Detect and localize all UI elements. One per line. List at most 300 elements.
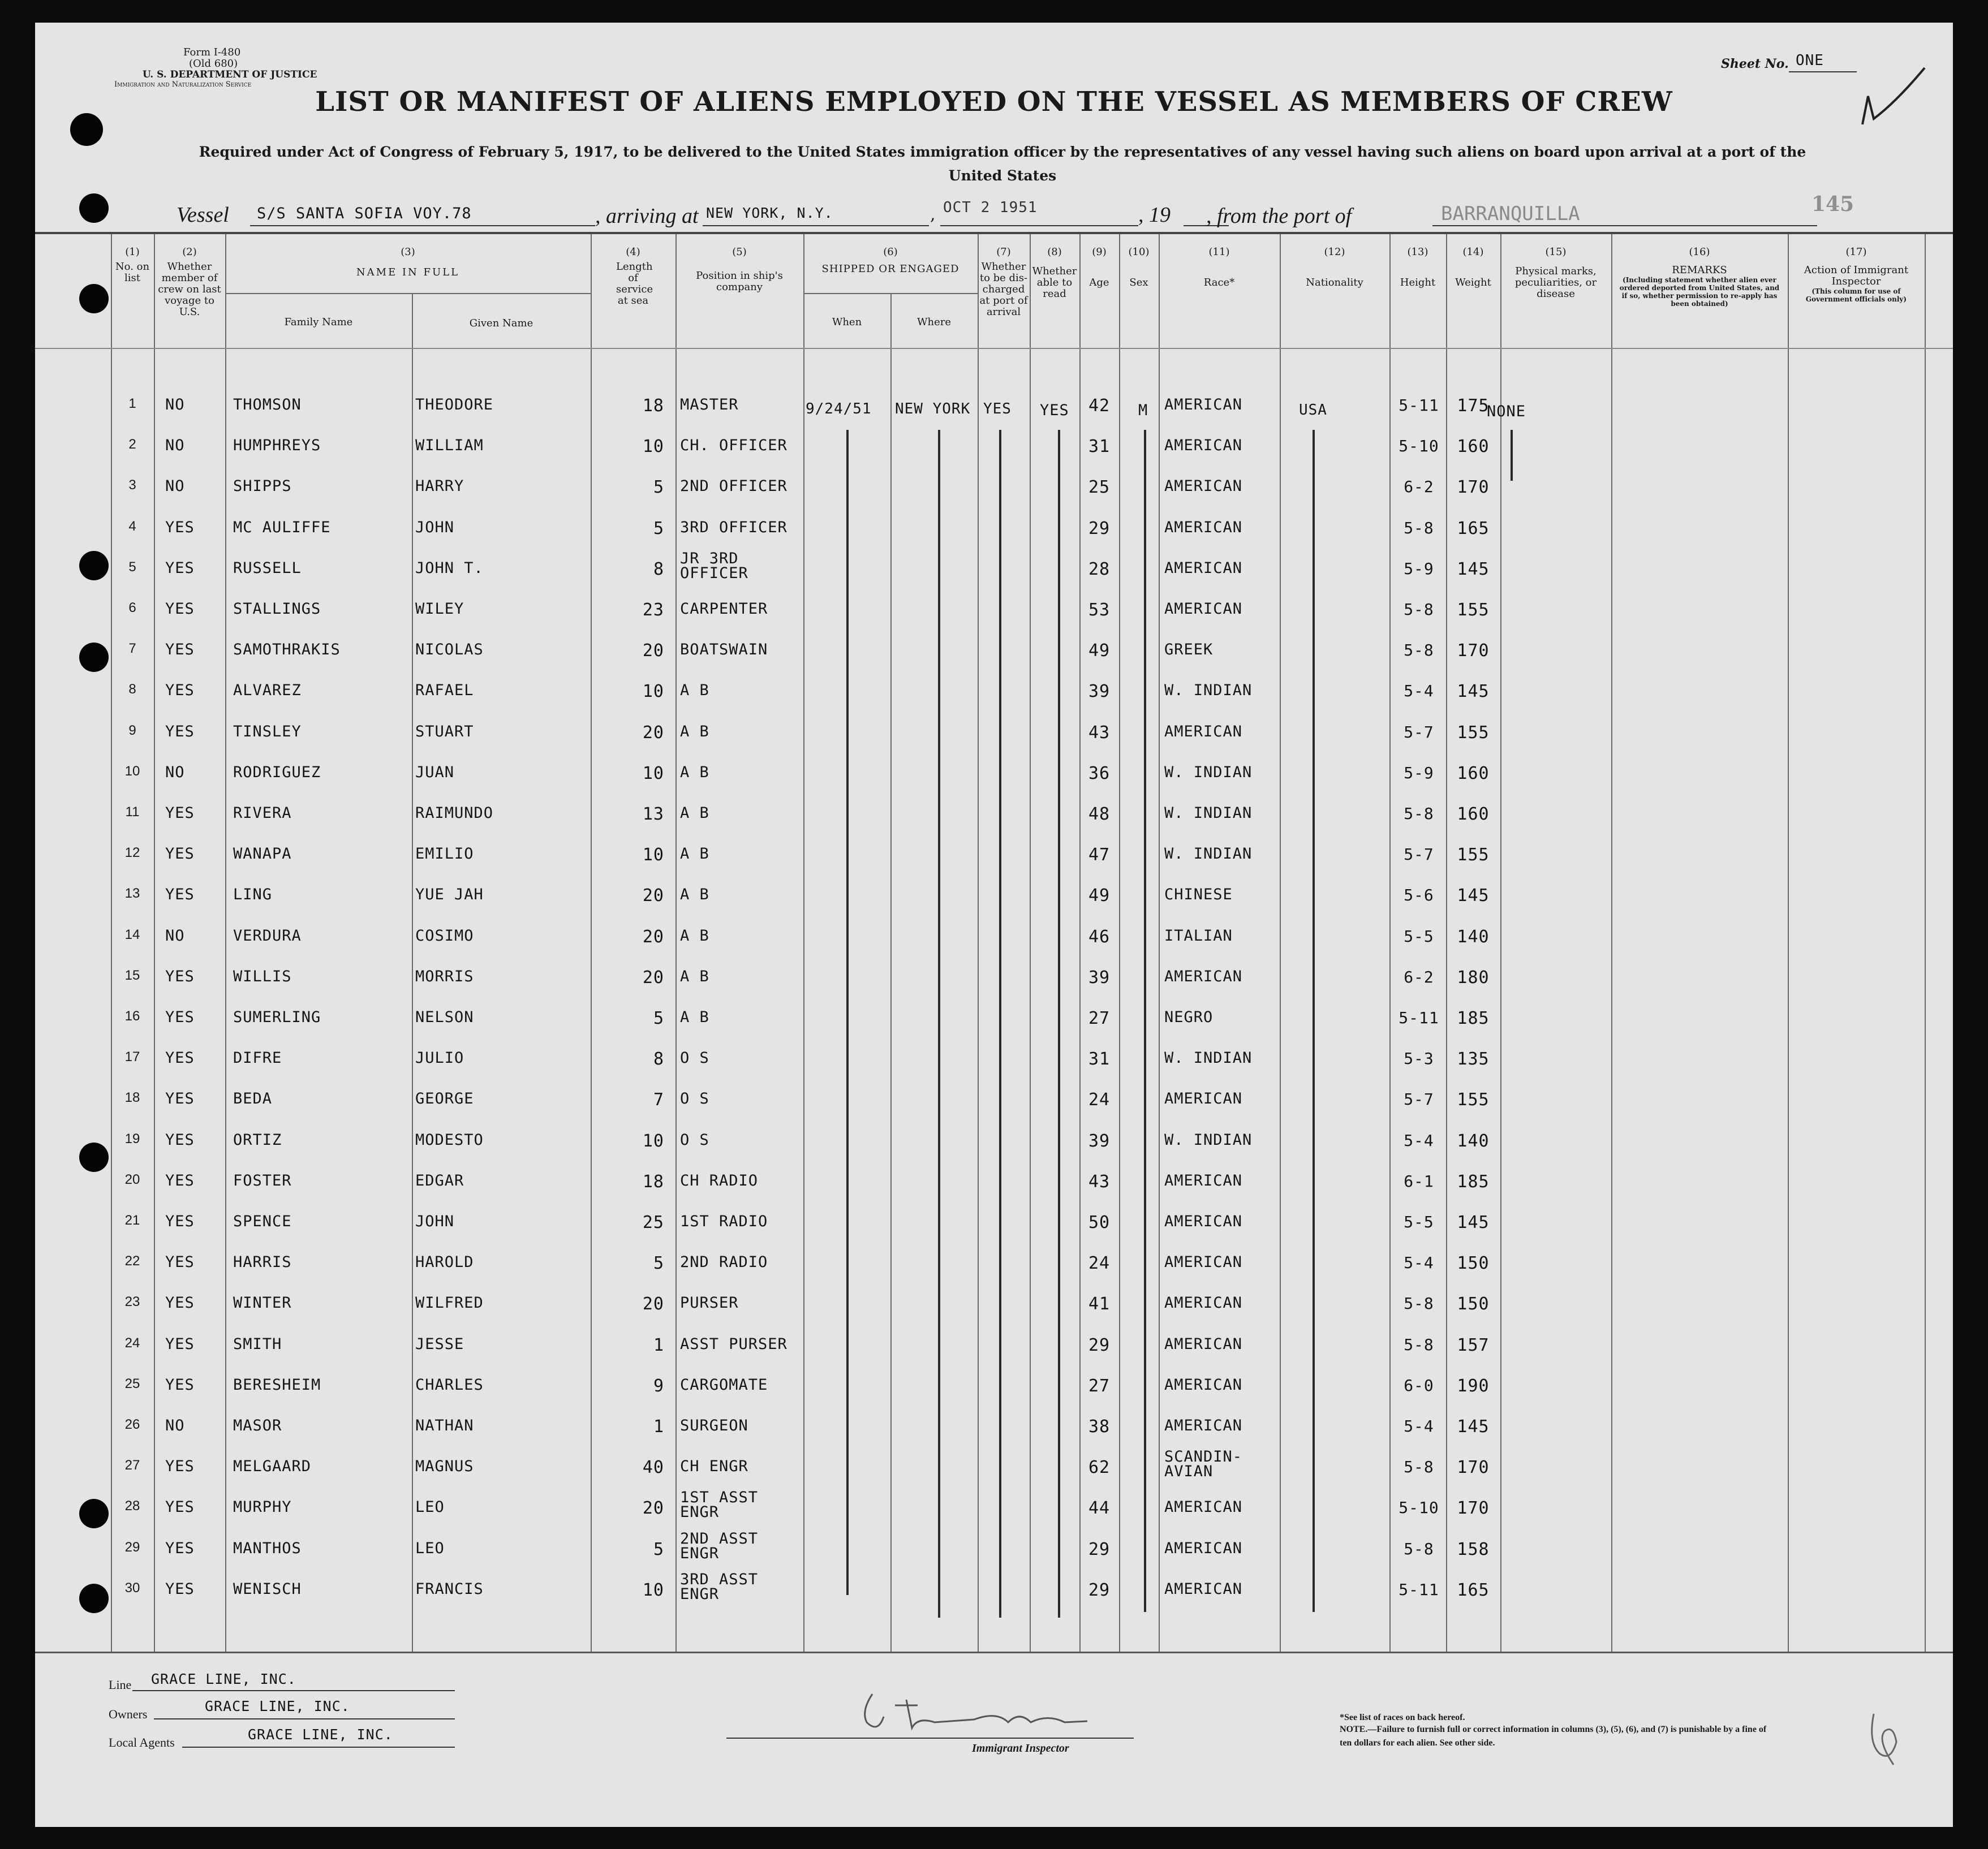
cell-race: GREEK xyxy=(1164,641,1214,659)
cell-family: SPENCE xyxy=(233,1213,292,1230)
cell-service: 20 xyxy=(642,1294,664,1314)
col17-header: (17) Action of Immigrant Inspector (This column for use of Government officials only) xyxy=(1804,246,1909,303)
cell-weight: 170 xyxy=(1457,477,1490,498)
cell-no: 25 xyxy=(124,1376,140,1391)
table-row xyxy=(35,1335,1953,1375)
cell-prev: NO xyxy=(165,763,185,781)
cell-weight: 170 xyxy=(1457,1498,1490,1519)
cell-service: 18 xyxy=(642,1171,664,1192)
cell-service: 40 xyxy=(642,1458,664,1478)
cell-service: 5 xyxy=(653,1008,664,1028)
cell-prev: YES xyxy=(165,1498,195,1516)
inspector-underline xyxy=(726,1738,1134,1739)
comma: , xyxy=(930,205,936,225)
cell-race: SCANDIN- AVIAN xyxy=(1164,1448,1243,1481)
cell-weight: 145 xyxy=(1457,1417,1490,1437)
cell-family: THOMSON xyxy=(233,396,302,413)
cell-prev: YES xyxy=(165,1294,195,1312)
cell-family: VERDURA xyxy=(233,926,302,945)
cell-family: MELGAARD xyxy=(233,1458,312,1476)
date-underline xyxy=(940,225,1138,226)
owners-value: GRACE LINE, INC. xyxy=(205,1698,350,1714)
cell-position: A B xyxy=(680,926,709,945)
cell-weight: 180 xyxy=(1457,967,1490,988)
manifest-page xyxy=(35,23,1953,1827)
cell-family: LING xyxy=(233,886,273,904)
cell-prev: YES xyxy=(165,1090,195,1108)
cell-race: AMERICAN xyxy=(1164,1171,1243,1189)
cell-position: 3RD ASST ENGR xyxy=(680,1570,759,1603)
cell-race: AMERICAN xyxy=(1164,1335,1243,1353)
cell-age: 38 xyxy=(1088,1417,1111,1437)
cell-given: NELSON xyxy=(415,1008,474,1026)
cell-height: 5-7 xyxy=(1404,845,1434,864)
cell-weight: 160 xyxy=(1457,804,1490,824)
punch-hole xyxy=(79,643,109,672)
vessel-name: S/S SANTA SOFIA VOY.78 xyxy=(257,205,472,222)
cell-age: 29 xyxy=(1088,1335,1111,1355)
cell-weight: 158 xyxy=(1457,1539,1490,1559)
cell-service: 1 xyxy=(653,1335,664,1355)
cell-no: 28 xyxy=(124,1498,140,1514)
cell-service: 5 xyxy=(653,1253,664,1274)
cell-height: 6-2 xyxy=(1404,967,1434,986)
cell-given: LEO xyxy=(415,1498,445,1516)
cell-height: 6-2 xyxy=(1404,477,1434,497)
col4-header: (4) Length of service at sea xyxy=(616,246,653,307)
cell-no: 23 xyxy=(124,1294,140,1310)
cell-age: 31 xyxy=(1088,437,1111,457)
cell-age: 47 xyxy=(1088,845,1111,865)
cell-position: A B xyxy=(680,967,709,985)
cell-age: 50 xyxy=(1088,1213,1111,1232)
col11-header: (11) Race* xyxy=(1203,246,1235,288)
table-row xyxy=(35,764,1953,803)
cell-height: 5-8 xyxy=(1404,1539,1434,1558)
cell-prev: YES xyxy=(165,1376,195,1394)
cell-prev: NO xyxy=(165,1417,185,1434)
cell-position: O S xyxy=(680,1090,709,1108)
table-row xyxy=(35,549,1953,599)
cell-race: CHINESE xyxy=(1164,886,1233,904)
cell-given: THEODORE xyxy=(415,396,494,413)
cell-position: ASST PURSER xyxy=(680,1335,788,1353)
cell-race: AMERICAN xyxy=(1164,518,1243,536)
vessel-underline xyxy=(250,225,595,226)
table-row xyxy=(35,519,1953,558)
races-note: *See list of races on back hereof. xyxy=(1340,1713,1465,1722)
punch-hole xyxy=(70,113,103,146)
cell-race: AMERICAN xyxy=(1164,1253,1243,1272)
to-be-discharged: YES xyxy=(983,400,1012,417)
table-row xyxy=(35,1570,1953,1620)
cell-height: 5-7 xyxy=(1404,1090,1434,1109)
cell-position: JR 3RD OFFICER xyxy=(680,549,748,582)
table-row xyxy=(35,1172,1953,1212)
nationality-value: USA xyxy=(1299,402,1327,419)
cell-height: 5-11 xyxy=(1399,1008,1439,1027)
cell-service: 7 xyxy=(653,1090,664,1110)
punch-hole xyxy=(79,1143,109,1172)
cell-race: W. INDIAN xyxy=(1164,845,1253,863)
cell-race: AMERICAN xyxy=(1164,477,1243,495)
cell-given: JUAN xyxy=(415,763,455,781)
cell-no: 4 xyxy=(128,518,136,534)
sheet-number: ONE xyxy=(1796,52,1824,69)
penalty-note: NOTE.—Failure to furnish full or correct information in columns (3), (5), (6), and (7) is punishable by a fine of ten dollars for each alien. See other side. xyxy=(1340,1725,1767,1748)
cell-weight: 155 xyxy=(1457,845,1490,865)
cell-weight: 140 xyxy=(1457,926,1490,947)
agents-value: GRACE LINE, INC. xyxy=(248,1726,393,1743)
cell-weight: 155 xyxy=(1457,722,1490,743)
table-row xyxy=(35,1294,1953,1334)
cell-no: 2 xyxy=(128,437,136,452)
cell-prev: NO xyxy=(165,926,185,945)
cell-height: 5-4 xyxy=(1404,682,1434,701)
col8-header: (8) Whether able to read xyxy=(1032,246,1077,300)
cell-position: CH ENGR xyxy=(680,1458,748,1476)
punch-hole xyxy=(79,1499,109,1528)
cell-no: 22 xyxy=(124,1253,140,1269)
arriving-port: NEW YORK, N.Y. xyxy=(706,205,833,221)
arrival-date-stamp: OCT 2 1951 xyxy=(943,199,1038,216)
cell-weight: 175 xyxy=(1457,396,1490,416)
when-header: When xyxy=(832,316,862,328)
cell-service: 8 xyxy=(653,559,664,579)
cell-service: 20 xyxy=(642,641,664,661)
cell-position: BOATSWAIN xyxy=(680,641,768,659)
cell-position: A B xyxy=(680,722,709,740)
table-row xyxy=(35,1376,1953,1416)
cell-given: RAFAEL xyxy=(415,682,474,700)
cell-race: ITALIAN xyxy=(1164,926,1233,945)
cell-no: 8 xyxy=(128,682,136,697)
cell-weight: 165 xyxy=(1457,1580,1490,1600)
cell-service: 5 xyxy=(653,477,664,498)
cell-prev: YES xyxy=(165,967,195,985)
cell-weight: 155 xyxy=(1457,1090,1490,1110)
cell-given: RAIMUNDO xyxy=(415,804,494,822)
cell-given: HARRY xyxy=(415,477,464,495)
cell-service: 10 xyxy=(642,437,664,457)
table-row xyxy=(35,1090,1953,1130)
vessel-label: Vessel xyxy=(177,203,229,227)
ditto-line-sex xyxy=(1144,430,1146,1612)
pencil-mark xyxy=(1862,1708,1908,1770)
col12-header: (12) Nationality xyxy=(1306,246,1363,288)
cell-age: 46 xyxy=(1088,926,1111,947)
cell-age: 53 xyxy=(1088,600,1111,620)
cell-age: 29 xyxy=(1088,518,1111,538)
cell-race: AMERICAN xyxy=(1164,396,1243,413)
cell-weight: 185 xyxy=(1457,1171,1490,1192)
cell-height: 5-8 xyxy=(1404,1335,1434,1354)
cell-family: HARRIS xyxy=(233,1253,292,1272)
table-row xyxy=(35,1008,1953,1048)
cell-age: 24 xyxy=(1088,1253,1111,1274)
header-bottom-rule xyxy=(35,348,1953,349)
cell-position: 1ST ASST ENGR xyxy=(680,1489,759,1522)
cell-race: W. INDIAN xyxy=(1164,1049,1253,1067)
cell-prev: YES xyxy=(165,804,195,822)
arriving-label: , arriving at xyxy=(595,204,699,228)
cell-race: AMERICAN xyxy=(1164,559,1243,577)
table-row xyxy=(35,682,1953,721)
cell-no: 12 xyxy=(124,845,140,861)
cell-age: 41 xyxy=(1088,1294,1111,1314)
page-title: LIST OR MANIFEST OF ALIENS EMPLOYED ON THE VESSEL AS MEMBERS OF CREW xyxy=(315,86,1673,118)
cell-given: WILLIAM xyxy=(415,437,484,455)
col7-header: (7) Whether to be dis-charged at port of arrival xyxy=(979,246,1028,318)
col10-header: (10) Sex xyxy=(1128,246,1150,288)
cell-height: 5-8 xyxy=(1404,518,1434,537)
cell-family: WILLIS xyxy=(233,967,292,985)
cell-prev: YES xyxy=(165,1131,195,1149)
cell-weight: 157 xyxy=(1457,1335,1490,1355)
cell-height: 5-10 xyxy=(1399,1498,1439,1518)
cell-family: MANTHOS xyxy=(233,1539,302,1557)
punch-hole xyxy=(79,1584,109,1613)
cell-given: HAROLD xyxy=(415,1253,474,1272)
cell-height: 5-7 xyxy=(1404,722,1434,742)
cell-height: 5-8 xyxy=(1404,600,1434,619)
cell-position: SURGEON xyxy=(680,1417,748,1434)
cell-family: MASOR xyxy=(233,1417,282,1434)
cell-family: FOSTER xyxy=(233,1171,292,1189)
shipped-when: 9/24/51 xyxy=(806,400,872,417)
owners-underline xyxy=(154,1718,455,1719)
cell-height: 6-1 xyxy=(1404,1171,1434,1191)
cell-race: AMERICAN xyxy=(1164,722,1243,740)
given-name-header: Given Name xyxy=(469,317,533,329)
cell-family: WINTER xyxy=(233,1294,292,1312)
punch-hole xyxy=(79,193,109,223)
cell-given: NATHAN xyxy=(415,1417,474,1434)
cell-given: LEO xyxy=(415,1539,445,1557)
page-subtitle: Required under Act of Congress of February 5, 1917, to be delivered to the United States immigration officer by the representatives of any vessel having such aliens on board upon arrival at a port of the United States xyxy=(199,144,1806,184)
cell-height: 5-11 xyxy=(1399,1580,1439,1599)
cell-service: 10 xyxy=(642,682,664,702)
cell-no: 10 xyxy=(124,763,140,779)
table-row xyxy=(35,723,1953,762)
table-row xyxy=(35,1131,1953,1171)
cell-position: A B xyxy=(680,886,709,904)
cell-race: AMERICAN xyxy=(1164,437,1243,455)
cell-prev: YES xyxy=(165,1335,195,1353)
cell-service: 23 xyxy=(642,600,664,620)
cell-weight: 145 xyxy=(1457,1213,1490,1232)
cell-given: WILEY xyxy=(415,600,464,618)
cell-no: 14 xyxy=(124,926,140,942)
cell-position: CARPENTER xyxy=(680,600,768,618)
table-row xyxy=(35,641,1953,680)
from-label: , from the port of xyxy=(1206,204,1352,228)
cell-position: CH. OFFICER xyxy=(680,437,788,455)
table-row xyxy=(35,600,1953,640)
col2-header: (2) Whether member of crew on last voyage to U.S. xyxy=(158,246,221,318)
cell-given: JESSE xyxy=(415,1335,464,1353)
cell-race: W. INDIAN xyxy=(1164,804,1253,822)
cell-weight: 170 xyxy=(1457,1458,1490,1478)
cell-service: 9 xyxy=(653,1376,664,1396)
cell-prev: YES xyxy=(165,682,195,700)
cell-no: 16 xyxy=(124,1008,140,1024)
from-port: BARRANQUILLA xyxy=(1441,202,1580,225)
cell-position: A B xyxy=(680,804,709,822)
cell-weight: 150 xyxy=(1457,1294,1490,1314)
cell-prev: YES xyxy=(165,641,195,659)
cell-age: 24 xyxy=(1088,1090,1111,1110)
cell-given: JOHN xyxy=(415,518,455,536)
cell-prev: YES xyxy=(165,1539,195,1557)
cell-age: 43 xyxy=(1088,722,1111,743)
cell-weight: 160 xyxy=(1457,437,1490,457)
cell-age: 27 xyxy=(1088,1008,1111,1028)
cell-no: 19 xyxy=(124,1131,140,1147)
cell-service: 10 xyxy=(642,1131,664,1151)
cell-height: 5-8 xyxy=(1404,804,1434,823)
cell-service: 10 xyxy=(642,1580,664,1600)
form-number: Form I-480 xyxy=(183,46,241,58)
cell-service: 18 xyxy=(642,396,664,416)
cell-family: SHIPPS xyxy=(233,477,292,495)
cell-family: RIVERA xyxy=(233,804,292,822)
cell-height: 5-11 xyxy=(1399,396,1439,415)
cell-race: NEGRO xyxy=(1164,1008,1214,1026)
cell-given: JOHN T. xyxy=(415,559,484,577)
cell-no: 3 xyxy=(128,477,136,493)
cell-age: 49 xyxy=(1088,886,1111,906)
cell-weight: 165 xyxy=(1457,518,1490,538)
cell-position: O S xyxy=(680,1131,709,1149)
cell-position: 2ND RADIO xyxy=(680,1253,768,1272)
cell-no: 27 xyxy=(124,1458,140,1473)
cell-given: WILFRED xyxy=(415,1294,484,1312)
cell-position: PURSER xyxy=(680,1294,739,1312)
cell-position: 3RD OFFICER xyxy=(680,518,788,536)
cell-family: MC AULIFFE xyxy=(233,518,331,536)
ditto-line-nationality xyxy=(1313,430,1315,1612)
cell-prev: YES xyxy=(165,559,195,577)
cell-prev: YES xyxy=(165,600,195,618)
cell-weight: 150 xyxy=(1457,1253,1490,1274)
cell-service: 8 xyxy=(653,1049,664,1070)
inspector-signature xyxy=(827,1688,1144,1739)
ditto-line-marks xyxy=(1511,430,1513,481)
cell-weight: 145 xyxy=(1457,559,1490,579)
cell-race: AMERICAN xyxy=(1164,1417,1243,1434)
cell-position: CH RADIO xyxy=(680,1171,759,1189)
cell-height: 5-8 xyxy=(1404,641,1434,660)
cell-position: 2ND OFFICER xyxy=(680,477,788,495)
cell-age: 39 xyxy=(1088,1131,1111,1151)
cell-weight: 170 xyxy=(1457,641,1490,661)
cell-prev: YES xyxy=(165,1049,195,1067)
cell-age: 27 xyxy=(1088,1376,1111,1396)
cell-no: 17 xyxy=(124,1049,140,1065)
cell-age: 44 xyxy=(1088,1498,1111,1519)
cell-prev: NO xyxy=(165,437,185,455)
cell-no: 29 xyxy=(124,1539,140,1555)
cell-position: O S xyxy=(680,1049,709,1067)
cell-prev: YES xyxy=(165,1580,195,1598)
cell-no: 26 xyxy=(124,1417,140,1432)
cell-prev: YES xyxy=(165,845,195,863)
cell-no: 6 xyxy=(128,600,136,615)
cell-prev: YES xyxy=(165,1213,195,1230)
cell-prev: YES xyxy=(165,722,195,740)
table-bottom-rule xyxy=(35,1652,1953,1653)
sheet-underline xyxy=(1789,71,1857,72)
where-header: Where xyxy=(916,316,951,328)
form-old-number: (Old 680) xyxy=(189,58,238,70)
cell-given: YUE JAH xyxy=(415,886,484,904)
cell-race: AMERICAN xyxy=(1164,967,1243,985)
cell-given: CHARLES xyxy=(415,1376,484,1394)
service-name: Immigration and Naturalization Service xyxy=(114,80,252,89)
table-row xyxy=(35,477,1953,517)
table-row xyxy=(35,1049,1953,1089)
cell-prev: YES xyxy=(165,1253,195,1272)
cell-age: 29 xyxy=(1088,1539,1111,1559)
cell-no: 7 xyxy=(128,641,136,657)
cell-race: AMERICAN xyxy=(1164,1498,1243,1516)
cell-age: 31 xyxy=(1088,1049,1111,1070)
cell-service: 5 xyxy=(653,518,664,538)
table-row xyxy=(35,1489,1953,1538)
cell-service: 20 xyxy=(642,1498,664,1519)
table-row xyxy=(35,1448,1953,1497)
col13-header: (13) Height xyxy=(1400,246,1436,288)
col16-header: (16) REMARKS (Including statement whether alien ever ordered deported from United States, and if so, whether permission to re-apply has been obtained) xyxy=(1619,246,1780,308)
line-label: Line xyxy=(109,1678,132,1692)
cell-height: 5-4 xyxy=(1404,1253,1434,1273)
col1-header: (1) No. on list xyxy=(115,246,150,284)
cell-prev: YES xyxy=(165,886,195,904)
cell-family: SAMOTHRAKIS xyxy=(233,641,341,659)
cell-service: 13 xyxy=(642,804,664,824)
cell-family: SMITH xyxy=(233,1335,282,1353)
cell-no: 1 xyxy=(128,396,136,411)
cell-height: 5-6 xyxy=(1404,886,1434,905)
from-underline xyxy=(1432,225,1817,226)
cell-position: A B xyxy=(680,682,709,700)
cell-weight: 160 xyxy=(1457,763,1490,783)
line-underline xyxy=(132,1690,455,1691)
ditto-line-when xyxy=(846,430,849,1595)
department-name: U. S. DEPARTMENT OF JUSTICE xyxy=(143,69,317,80)
cell-age: 25 xyxy=(1088,477,1111,498)
cell-prev: YES xyxy=(165,1458,195,1476)
cell-family: MURPHY xyxy=(233,1498,292,1516)
cell-age: 62 xyxy=(1088,1458,1111,1478)
cell-height: 5-9 xyxy=(1404,763,1434,782)
cell-no: 20 xyxy=(124,1171,140,1187)
cell-prev: YES xyxy=(165,1171,195,1189)
cell-family: RODRIGUEZ xyxy=(233,763,321,781)
cell-family: HUMPHREYS xyxy=(233,437,321,455)
agents-underline xyxy=(182,1747,455,1748)
cell-height: 5-10 xyxy=(1399,437,1439,456)
cell-no: 13 xyxy=(124,886,140,902)
cell-height: 6-0 xyxy=(1404,1376,1434,1395)
cell-age: 39 xyxy=(1088,967,1111,988)
table-row xyxy=(35,437,1953,476)
ditto-line-read xyxy=(1058,430,1060,1618)
cell-no: 30 xyxy=(124,1580,140,1596)
line-value: GRACE LINE, INC. xyxy=(151,1671,296,1687)
agents-label: Local Agents xyxy=(109,1735,175,1749)
